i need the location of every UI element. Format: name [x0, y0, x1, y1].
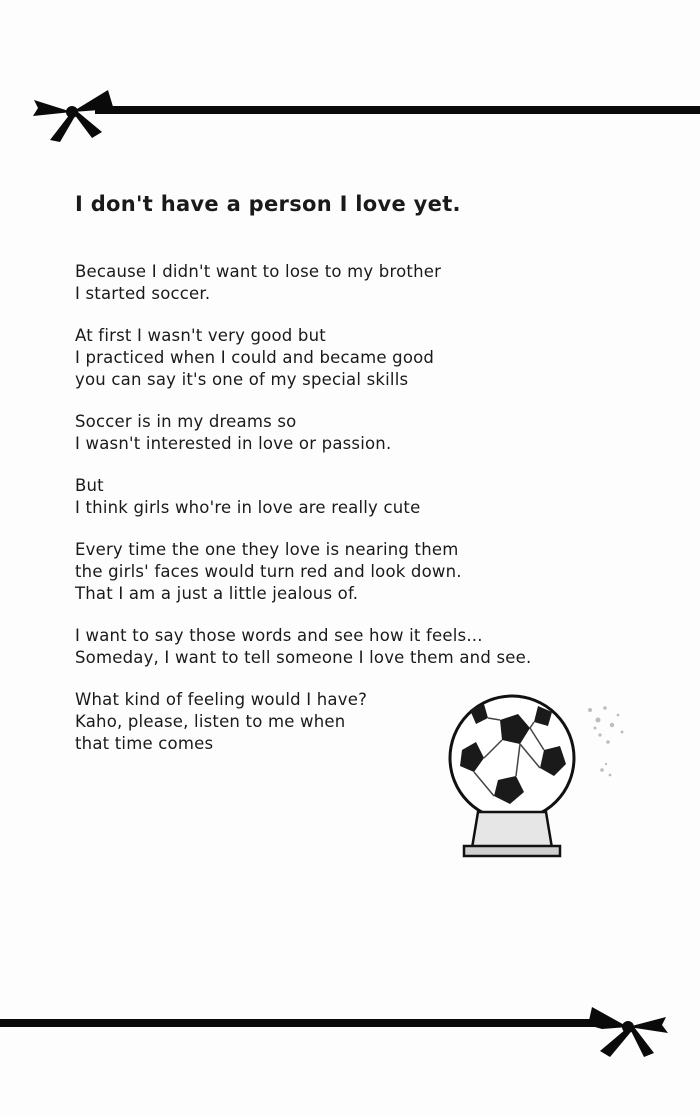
soccer-ball-snow-globe-illustration	[440, 680, 630, 865]
poem-line: That I am a just a little jealous of.	[75, 584, 359, 603]
poem-line: Someday, I want to tell someone I love them and see.	[75, 648, 532, 667]
poem-line: At first I wasn't very good but	[75, 326, 326, 345]
poem-line: I want to say those words and see how it feels...	[75, 626, 483, 645]
poem-line: Kaho, please, listen to me when	[75, 712, 346, 731]
poem-line: the girls' faces would turn red and look down.	[75, 562, 462, 581]
top-divider-line	[95, 106, 700, 114]
stanza	[75, 411, 595, 455]
poem-line: I think girls who're in love are really cute	[75, 498, 421, 517]
poem-line: Because I didn't want to lose to my brother	[75, 262, 442, 281]
poem-line: I started soccer.	[75, 284, 211, 303]
poem-line: you can say it's one of my special skills	[75, 370, 409, 389]
stanza	[75, 625, 595, 669]
ribbon-bow-icon	[30, 80, 115, 145]
poem-line: I wasn't interested in love or passion.	[75, 434, 392, 453]
stanza	[75, 475, 595, 519]
page-title: I don't have a person I love yet.	[75, 192, 461, 216]
poem-line: But	[75, 476, 104, 495]
ribbon-bow-icon	[586, 995, 671, 1060]
bottom-divider-line	[0, 1019, 610, 1027]
stanza	[75, 325, 595, 391]
poem-line: What kind of feeling would I have?	[75, 690, 368, 709]
stanza	[75, 539, 595, 605]
poem-line: Every time the one they love is nearing them	[75, 540, 459, 559]
poem-line: Soccer is in my dreams so	[75, 412, 297, 431]
stanza	[75, 261, 595, 305]
poem-line: I practiced when I could and became good	[75, 348, 435, 367]
poem-line: that time comes	[75, 734, 214, 753]
